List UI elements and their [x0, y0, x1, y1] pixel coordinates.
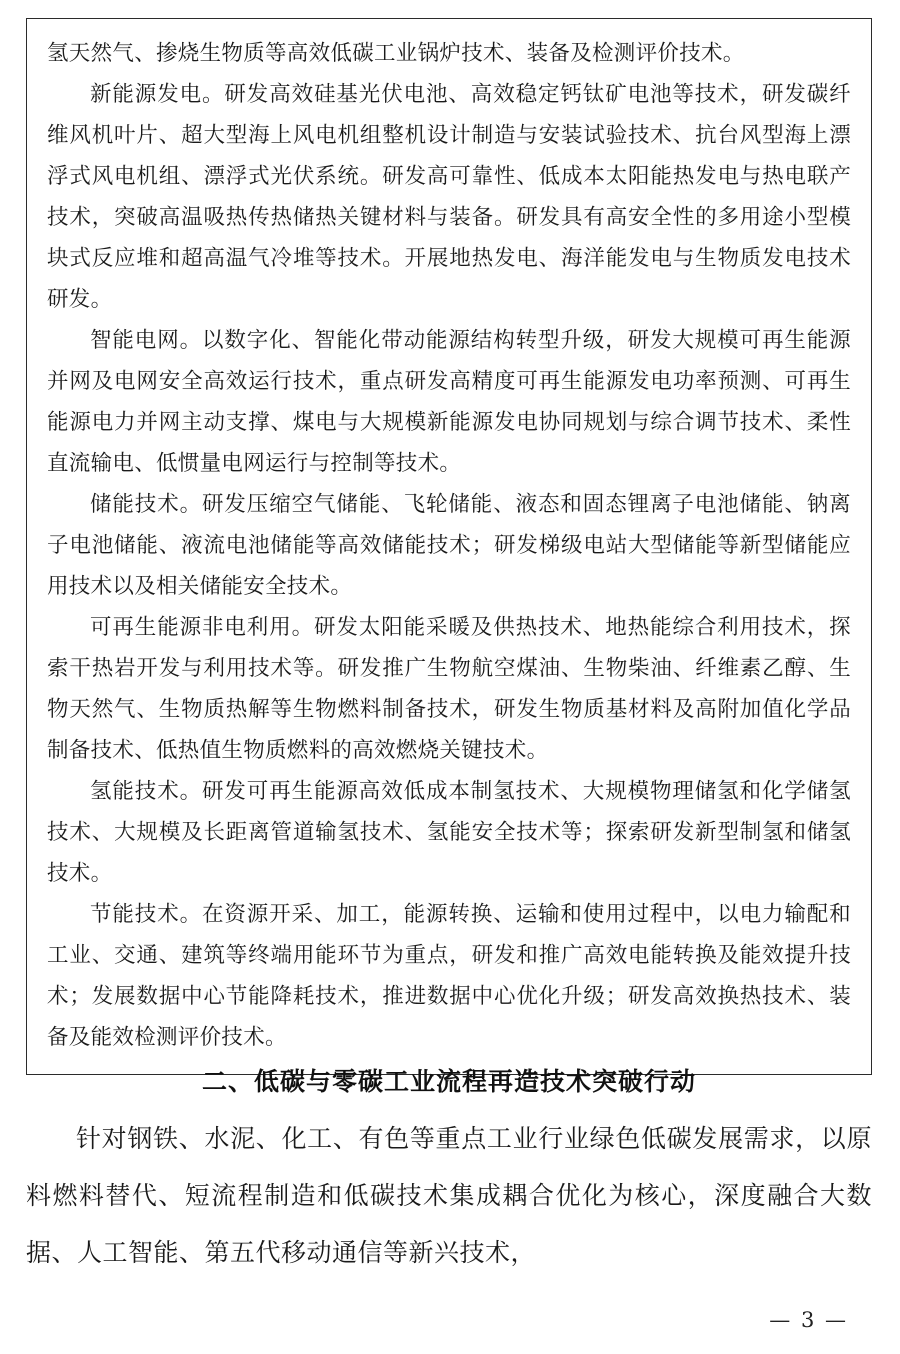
body-paragraph: 针对钢铁、水泥、化工、有色等重点工业行业绿色低碳发展需求，以原料燃料替代、短流程制造和低碳技术集成耦合优化为核心，深度融合大数据、人工智能、第五代移动通信等新兴技术，	[26, 1124, 872, 1267]
boxed-paragraph-7: 节能技术。在资源开采、加工，能源转换、运输和使用过程中，以电力输配和工业、交通、建筑等终端用能环节为重点，研发和推广高效电能转换及能效提升技术；发展数据中心节能降耗技术，推进数据中心优化升级；研发高效换热技术、装备及能效检测评价技术。	[47, 902, 851, 1050]
boxed-paragraph-6: 氢能技术。研发可再生能源高效低成本制氢技术、大规模物理储氢和化学储氢技术、大规模及长距离管道输氢技术、氢能安全技术等；探索研发新型制氢和储氢技术。	[47, 779, 851, 886]
boxed-paragraph-5: 可再生能源非电利用。研发太阳能采暖及供热技术、地热能综合利用技术，探索干热岩开发与利用技术等。研发推广生物航空煤油、生物柴油、纤维素乙醇、生物天然气、生物质热解等生物燃料制备技术，研发生物质基材料及高附加值化学品制备技术、低热值生物质燃料的高效燃烧关键技术。	[47, 615, 851, 763]
section-heading: 二、低碳与零碳工业流程再造技术突破行动	[201, 1067, 696, 1096]
boxed-paragraph-2: 新能源发电。研发高效硅基光伏电池、高效稳定钙钛矿电池等技术，研发碳纤维风机叶片、超大型海上风电机组整机设计制造与安装试验技术、抗台风型海上漂浮式风电机组、漂浮式光伏系统。研发高可靠性、低成本太阳能热发电与热电联产技术，突破高温吸热传热储热关键材料与装备。研发具有高安全性的多用途小型模块式反应堆和超高温气冷堆等技术。开展地热发电、海洋能发电与生物质发电技术研发。	[47, 82, 851, 312]
body-text-block	[26, 1110, 872, 1281]
boxed-paragraph-3: 智能电网。以数字化、智能化带动能源结构转型升级，研发大规模可再生能源并网及电网安全高效运行技术，重点研发高精度可再生能源发电功率预测、可再生能源电力并网主动支撑、煤电与大规模新能源发电协同规划与综合调节技术、柔性直流输电、低惯量电网运行与控制等技术。	[47, 328, 851, 476]
boxed-paragraph-1: 氢天然气、掺烧生物质等高效低碳工业锅炉技术、装备及检测评价技术。	[47, 41, 745, 66]
page-number: — 3 —	[769, 1308, 848, 1332]
boxed-content-section	[26, 18, 872, 1075]
boxed-paragraph-4: 储能技术。研发压缩空气储能、飞轮储能、液态和固态锂离子电池储能、钠离子电池储能、液流电池储能等高效储能技术；研发梯级电站大型储能等新型储能应用技术以及相关储能安全技术。	[47, 492, 851, 599]
